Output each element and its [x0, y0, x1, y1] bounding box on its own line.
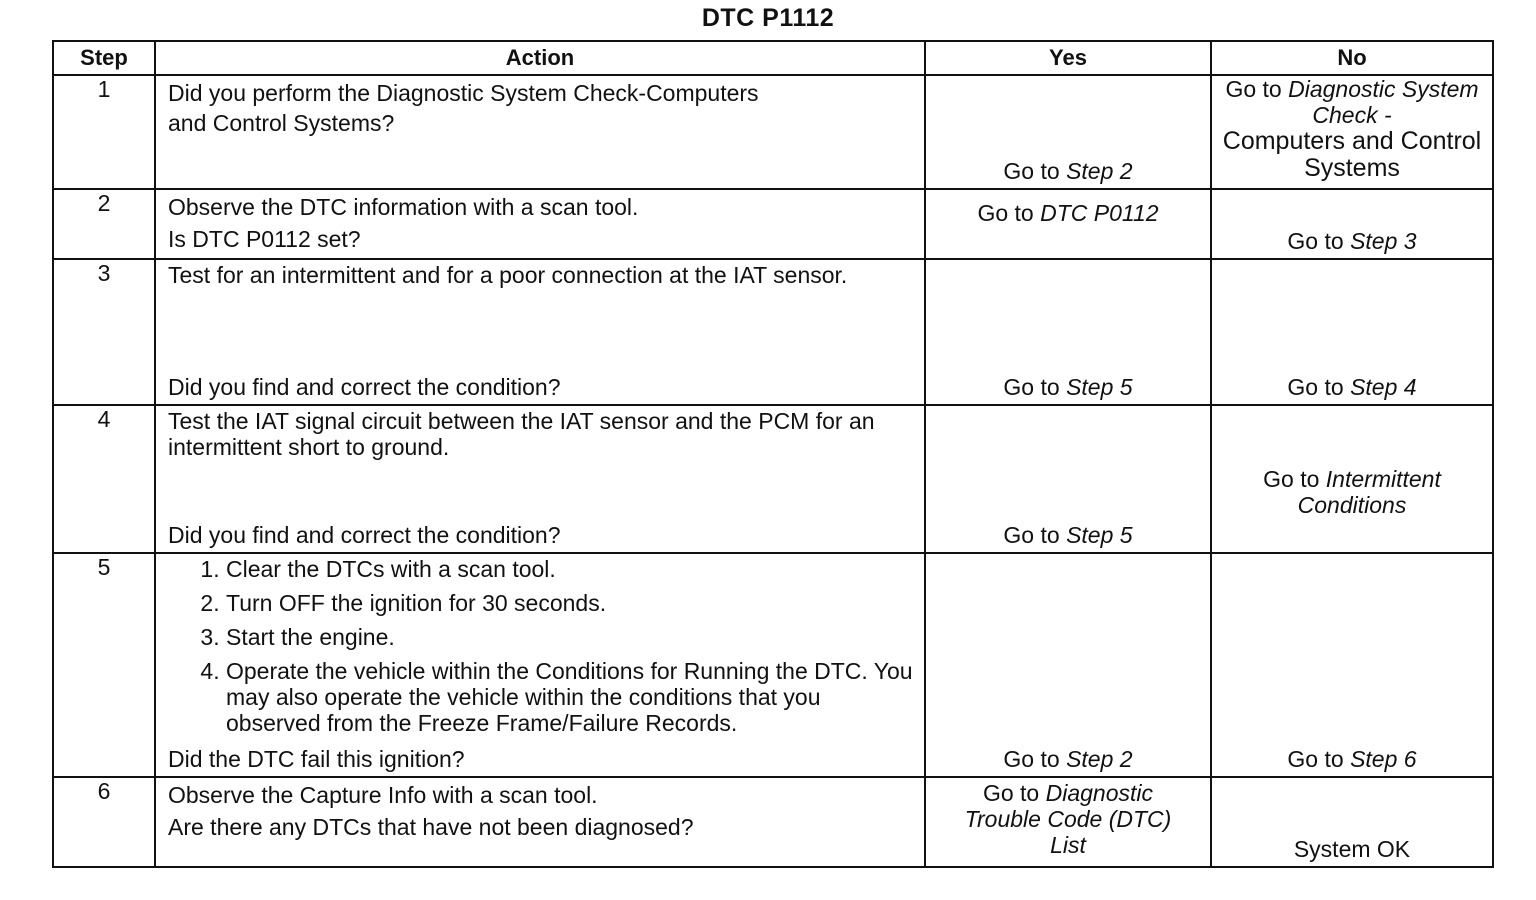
action-text: Did you perform the Diagnostic System Check-Computers — [168, 80, 759, 106]
no-cell — [1211, 777, 1493, 867]
step-number: 1 — [53, 75, 155, 189]
no-step-link[interactable]: Step 4 — [1350, 374, 1417, 400]
no-suffix: Computers and Control Systems — [1222, 127, 1482, 182]
no-result-text: System OK — [1293, 836, 1411, 862]
table-row-step-6 — [53, 777, 1493, 867]
no-cell — [1211, 553, 1493, 777]
no-cell — [1211, 189, 1493, 259]
yes-prefix: Go to — [982, 780, 1046, 806]
action-text: Test the IAT signal circuit between the IAT sensor and the PCM for an intermittent short to ground. — [168, 408, 875, 460]
yes-cell — [925, 405, 1211, 553]
table-row-step-2 — [53, 189, 1493, 259]
column-header-no: No — [1211, 41, 1493, 75]
header-row — [53, 41, 1493, 75]
column-header-yes: Yes — [925, 41, 1211, 75]
step-number: 2 — [53, 189, 155, 259]
list-item: 4. Operate the vehicle within the Conditions for Running the DTC. You may also operate the vehicle within the conditions that you observed from the Freeze Frame/Failure Records. — [226, 658, 914, 736]
action-question: Did you find and correct the condition? — [168, 374, 561, 400]
yes-step-link[interactable]: Step 2 — [1066, 158, 1133, 184]
list-item: 2. Turn OFF the ignition for 30 seconds. — [226, 590, 914, 616]
no-cell — [1211, 75, 1493, 189]
column-header-step: Step — [53, 41, 155, 75]
yes-dtc-link[interactable]: DTC P0112 — [1040, 200, 1159, 226]
yes-step-link[interactable]: Step 5 — [1066, 522, 1133, 548]
no-prefix: Go to — [1287, 746, 1351, 772]
no-cell — [1211, 405, 1493, 553]
table-row-step-1 — [53, 75, 1493, 189]
no-procedure-link[interactable]: Intermittent Conditions — [1297, 466, 1441, 518]
yes-prefix: Go to — [1003, 158, 1067, 184]
list-item: 1. Clear the DTCs with a scan tool. — [226, 556, 914, 582]
yes-prefix: Go to — [1003, 746, 1067, 772]
yes-cell — [925, 75, 1211, 189]
step-number: 4 — [53, 405, 155, 553]
no-prefix: Go to — [1225, 76, 1289, 102]
yes-cell — [925, 189, 1211, 259]
dtc-diagnostic-table — [52, 40, 1494, 868]
step-number: 6 — [53, 777, 155, 867]
yes-cell — [925, 259, 1211, 405]
action-text: Observe the DTC information with a scan tool. — [168, 194, 639, 220]
table-row-step-3 — [53, 259, 1493, 405]
yes-step-link[interactable]: Step 2 — [1066, 746, 1133, 772]
action-question: Are there any DTCs that have not been diagnosed? — [168, 814, 694, 840]
list-item: 3. Start the engine. — [226, 624, 914, 650]
yes-prefix: Go to — [1003, 522, 1067, 548]
action-steps-list — [168, 556, 914, 740]
yes-prefix: Go to — [1003, 374, 1067, 400]
action-cell — [155, 189, 925, 259]
yes-cell — [925, 553, 1211, 777]
no-cell — [1211, 259, 1493, 405]
no-prefix: Go to — [1287, 374, 1351, 400]
no-step-link[interactable]: Step 3 — [1350, 228, 1417, 254]
no-prefix: Go to — [1263, 466, 1326, 492]
action-question: Did the DTC fail this ignition? — [168, 746, 465, 772]
action-text: Test for an intermittent and for a poor connection at the IAT sensor. — [168, 262, 848, 288]
yes-procedure-link[interactable]: Diagnostic Trouble Code (DTC) List — [964, 780, 1172, 858]
action-text: Observe the Capture Info with a scan tool. — [168, 782, 598, 808]
yes-cell — [925, 777, 1211, 867]
table-row-step-5 — [53, 553, 1493, 777]
table-row-step-4 — [53, 405, 1493, 553]
no-step-link[interactable]: Step 6 — [1350, 746, 1417, 772]
action-cell — [155, 553, 925, 777]
action-cell — [155, 75, 925, 189]
yes-step-link[interactable]: Step 5 — [1066, 374, 1133, 400]
step-number: 5 — [53, 553, 155, 777]
action-question: Did you find and correct the condition? — [168, 522, 561, 548]
no-procedure-link[interactable]: Diagnostic System Check - — [1288, 76, 1479, 128]
action-cell — [155, 405, 925, 553]
step-number: 3 — [53, 259, 155, 405]
action-text: and Control Systems? — [168, 110, 395, 136]
action-cell — [155, 259, 925, 405]
action-question: Is DTC P0112 set? — [168, 226, 361, 252]
column-header-action: Action — [155, 41, 925, 75]
page-title: DTC P1112 — [701, 4, 835, 32]
no-prefix: Go to — [1287, 228, 1351, 254]
yes-prefix: Go to — [977, 200, 1041, 226]
action-cell — [155, 777, 925, 867]
